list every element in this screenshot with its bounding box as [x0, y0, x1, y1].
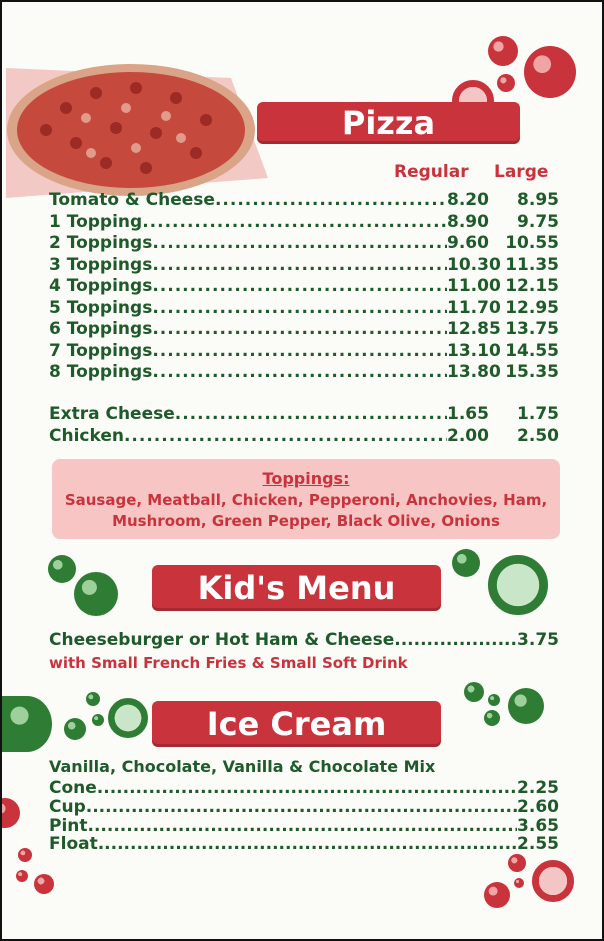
ice-cream-item-row: Cup ..... 2.60: [49, 797, 559, 817]
ice-cream-item-row: Float ..... 2.55: [49, 834, 559, 854]
decor-bubble-icon: [74, 572, 118, 616]
decor-bubble-icon: [92, 714, 104, 726]
pizza-item-row: Tomato & Cheese ..... 8.20 8.95: [49, 189, 559, 211]
pizza-item-row: 5 Toppings ..... 11.70 12.95: [49, 297, 559, 319]
decor-bubble-icon: [108, 698, 148, 738]
regular-column-header: Regular: [394, 162, 469, 182]
pizza-item-row: 3 Toppings ..... 10.30 11.35: [49, 254, 559, 276]
decor-bubble-icon: [16, 870, 28, 882]
pizza-item-row: 8 Toppings ..... 13.80 15.35: [49, 361, 559, 383]
large-column-header: Large: [494, 162, 549, 182]
decor-bubble-icon: [497, 74, 515, 92]
decor-bubble-icon: [488, 36, 518, 66]
decor-bubble-icon: [514, 878, 524, 888]
toppings-list-box: [52, 459, 560, 539]
decor-bubble-icon: [484, 882, 510, 908]
kids-menu-title: Kid's Menu: [152, 565, 441, 611]
pizza-photo-icon: [6, 58, 268, 198]
decor-bubble-icon: [0, 798, 20, 828]
decor-bubble-icon: [488, 694, 500, 706]
pizza-item-row: 2 Toppings ..... 9.60 10.55: [49, 232, 559, 254]
ice-cream-item-row: Pint ..... 3.65: [49, 816, 559, 836]
decor-bubble-icon: [452, 549, 480, 577]
toppings-line: Mushroom, Green Pepper, Black Olive, Onions: [112, 512, 500, 530]
toppings-heading: Toppings:: [262, 469, 350, 488]
pizza-item-row: 1 Topping ..... 8.90 9.75: [49, 211, 559, 233]
kids-item-description: with Small French Fries & Small Soft Drink: [49, 654, 408, 672]
decor-bubble-icon: [508, 688, 544, 724]
decor-bubble-icon: [508, 854, 526, 872]
decor-bubble-icon: [86, 692, 100, 706]
decor-bubble-icon: [2, 696, 52, 752]
ice-cream-item-row: Cone ..... 2.25: [49, 778, 559, 798]
decor-bubble-icon: [484, 710, 500, 726]
pizza-item-row: 7 Toppings ..... 13.10 14.55: [49, 340, 559, 362]
decor-bubble-icon: [532, 860, 574, 902]
decor-bubble-icon: [18, 848, 32, 862]
toppings-line: Sausage, Meatball, Chicken, Pepperoni, Anchovies, Ham,: [64, 491, 548, 509]
pizza-item-row: 6 Toppings ..... 12.85 13.75: [49, 318, 559, 340]
ice-cream-flavors: Vanilla, Chocolate, Vanilla & Chocolate Mix: [49, 757, 436, 776]
decor-bubble-icon: [64, 718, 86, 740]
extra-item-row: Extra Cheese ..... 1.65 1.75: [49, 403, 559, 425]
kids-item-row: Cheeseburger or Hot Ham & Cheese ..... 3.75: [49, 630, 559, 652]
pizza-item-row: 4 Toppings ..... 11.00 12.15: [49, 275, 559, 297]
pizza-section-title: Pizza: [257, 102, 520, 144]
decor-bubble-icon: [488, 555, 548, 615]
decor-bubble-icon: [524, 46, 576, 98]
extra-item-row: Chicken ..... 2.00 2.50: [49, 425, 559, 447]
ice-cream-title: Ice Cream: [152, 701, 441, 747]
decor-bubble-icon: [34, 874, 54, 894]
decor-bubble-icon: [48, 555, 76, 583]
decor-bubble-icon: [464, 682, 484, 702]
